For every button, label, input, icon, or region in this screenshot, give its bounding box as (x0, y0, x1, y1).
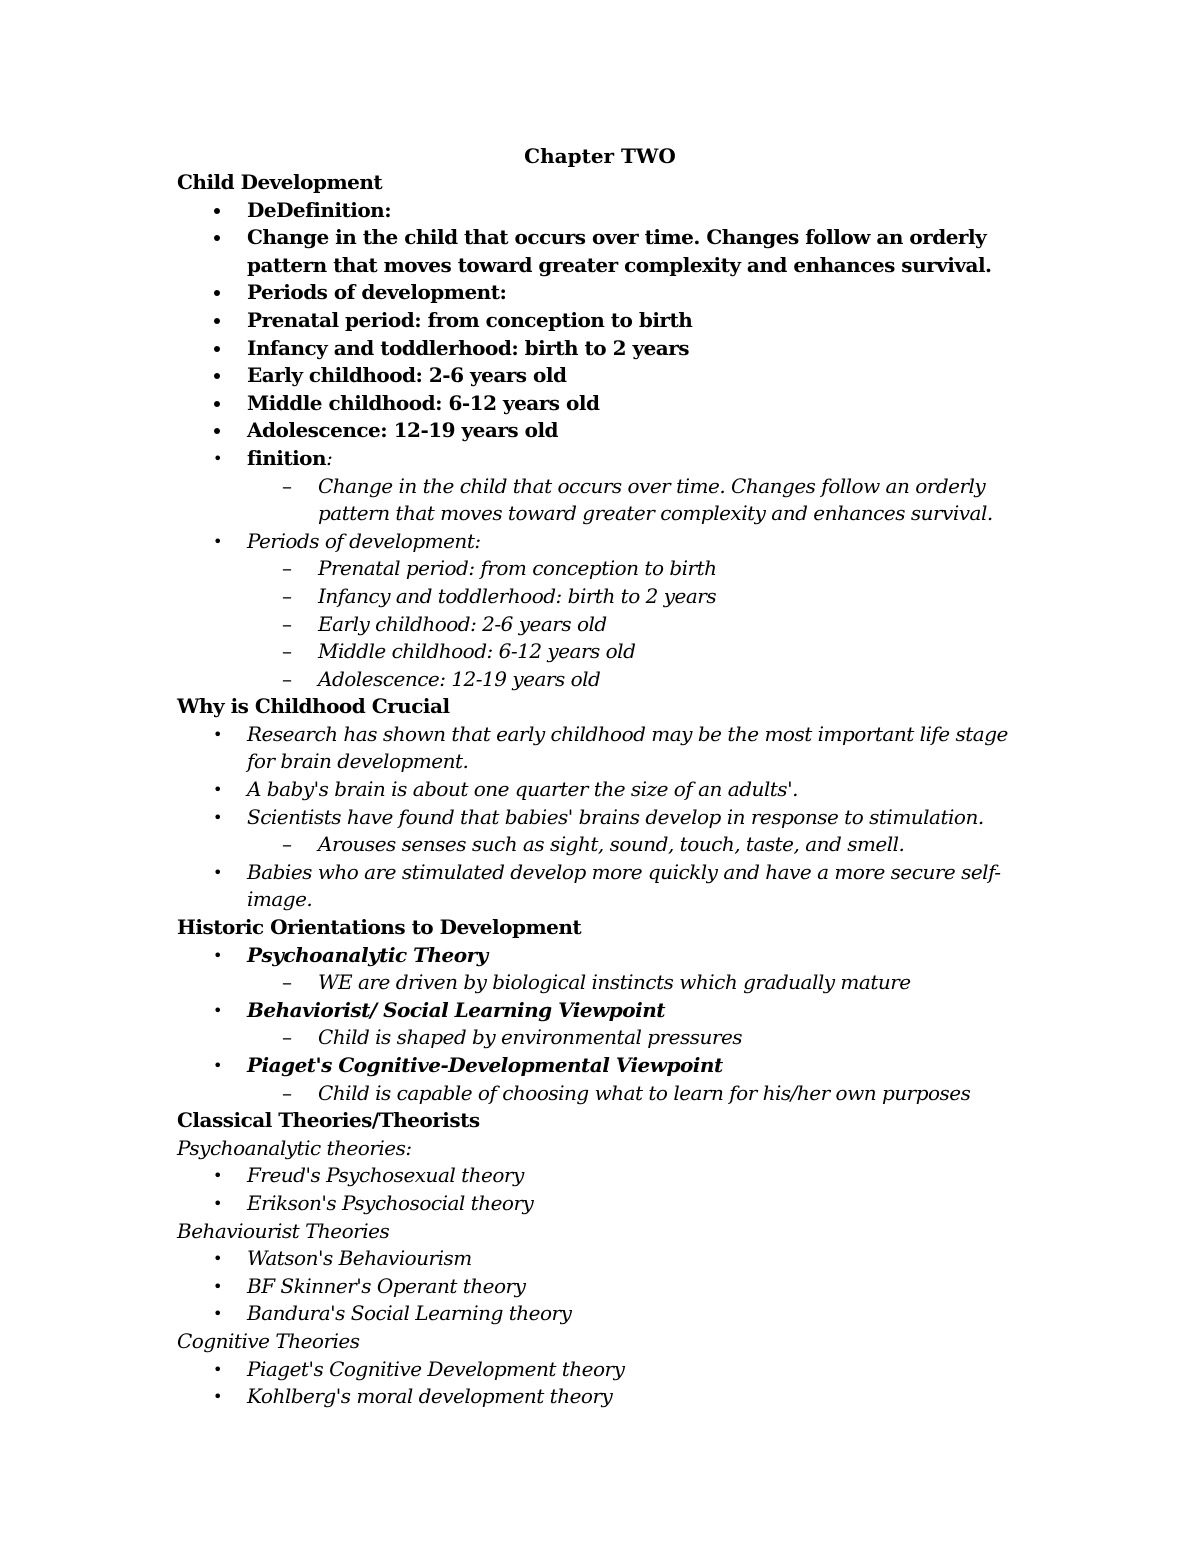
list-item: Change in the child that occurs over time. Changes follow an orderly pattern that moves toward greater complexity and enhances survival. (177, 224, 1027, 279)
list-item: Infancy and toddlerhood: birth to 2 years (177, 335, 1027, 363)
list-item: • Piaget's Cognitive-Developmental Viewpoint (177, 1052, 1027, 1080)
list-item: • Watson's Behaviourism (177, 1245, 1027, 1273)
sub-list-item: – Adolescence: 12-19 years old (177, 666, 1027, 694)
document-body (177, 169, 1027, 1411)
sub-list-item: – Child is capable of choosing what to learn for his/her own purposes (177, 1080, 1027, 1108)
sub-list-item: – Prenatal period: from conception to birth (177, 555, 1027, 583)
heading-child-development: Child Development (177, 170, 383, 194)
heading-why-childhood-crucial: Why is Childhood Crucial (177, 694, 450, 719)
psychoanalytic-list (177, 1162, 1027, 1217)
list-item-finition (177, 445, 1027, 473)
list-item: • Research has shown that early childhood may be the most important life stage for brain development. (177, 721, 1027, 776)
list-item: Periods of development: (177, 279, 1027, 307)
list-item: • Kohlberg's moral development theory (177, 1383, 1027, 1411)
sub-list-item: – WE are driven by biological instincts which gradually mature (177, 969, 1027, 997)
list-item: • Freud's Psychosexual theory (177, 1162, 1027, 1190)
heading-historic-orientations: Historic Orientations to Development (177, 915, 582, 940)
historic-list (177, 942, 1027, 1108)
sub-list-item: – Early childhood: 2-6 years old (177, 611, 1027, 639)
list-item: • Bandura's Social Learning theory (177, 1300, 1027, 1328)
cognitive-list (177, 1356, 1027, 1411)
list-item: Early childhood: 2-6 years old (177, 362, 1027, 390)
finition-label: finition (247, 445, 327, 470)
sub-list-item: – Change in the child that occurs over time. Changes follow an orderly pattern that moves toward greater complexity and enhances survival. (177, 473, 1027, 528)
list-item: • Scientists have found that babies' brains develop in response to stimulation. (177, 804, 1027, 832)
list-item: • Periods of development: (177, 528, 1027, 556)
behaviourist-list (177, 1245, 1027, 1328)
finition-colon: : (326, 445, 333, 470)
child-development-list (177, 197, 1027, 694)
sub-list-item: – Arouses senses such as sight, sound, touch, taste, and smell. (177, 831, 1027, 859)
list-item: Prenatal period: from conception to birth (177, 307, 1027, 335)
heading-classical-theories: Classical Theories/Theorists (177, 1108, 480, 1133)
list-item: • Behaviorist/ Social Learning Viewpoint (177, 997, 1027, 1025)
list-item: DeDefinition: (177, 197, 1027, 225)
sub-list-item: – Middle childhood: 6-12 years old (177, 638, 1027, 666)
sub-list-item: – Child is shaped by environmental pressures (177, 1024, 1027, 1052)
list-item: • BF Skinner's Operant theory (177, 1273, 1027, 1301)
page-title: Chapter TWO (524, 144, 676, 168)
list-item: • Babies who are stimulated develop more quickly and have a more secure self-image. (177, 859, 1027, 914)
list-item: • Psychoanalytic Theory (177, 942, 1027, 970)
list-item: • Erikson's Psychosocial theory (177, 1190, 1027, 1218)
group-label: Behaviourist Theories (177, 1218, 390, 1243)
why-list (177, 721, 1027, 914)
list-item: Adolescence: 12-19 years old (177, 417, 1027, 445)
sub-list-item: – Infancy and toddlerhood: birth to 2 years (177, 583, 1027, 611)
group-label: Psychoanalytic theories: (177, 1135, 412, 1160)
group-label: Cognitive Theories (177, 1328, 360, 1353)
list-item: • A baby's brain is about one quarter the size of an adults'. (177, 776, 1027, 804)
list-item: Middle childhood: 6-12 years old (177, 390, 1027, 418)
list-item: • Piaget's Cognitive Development theory (177, 1356, 1027, 1384)
